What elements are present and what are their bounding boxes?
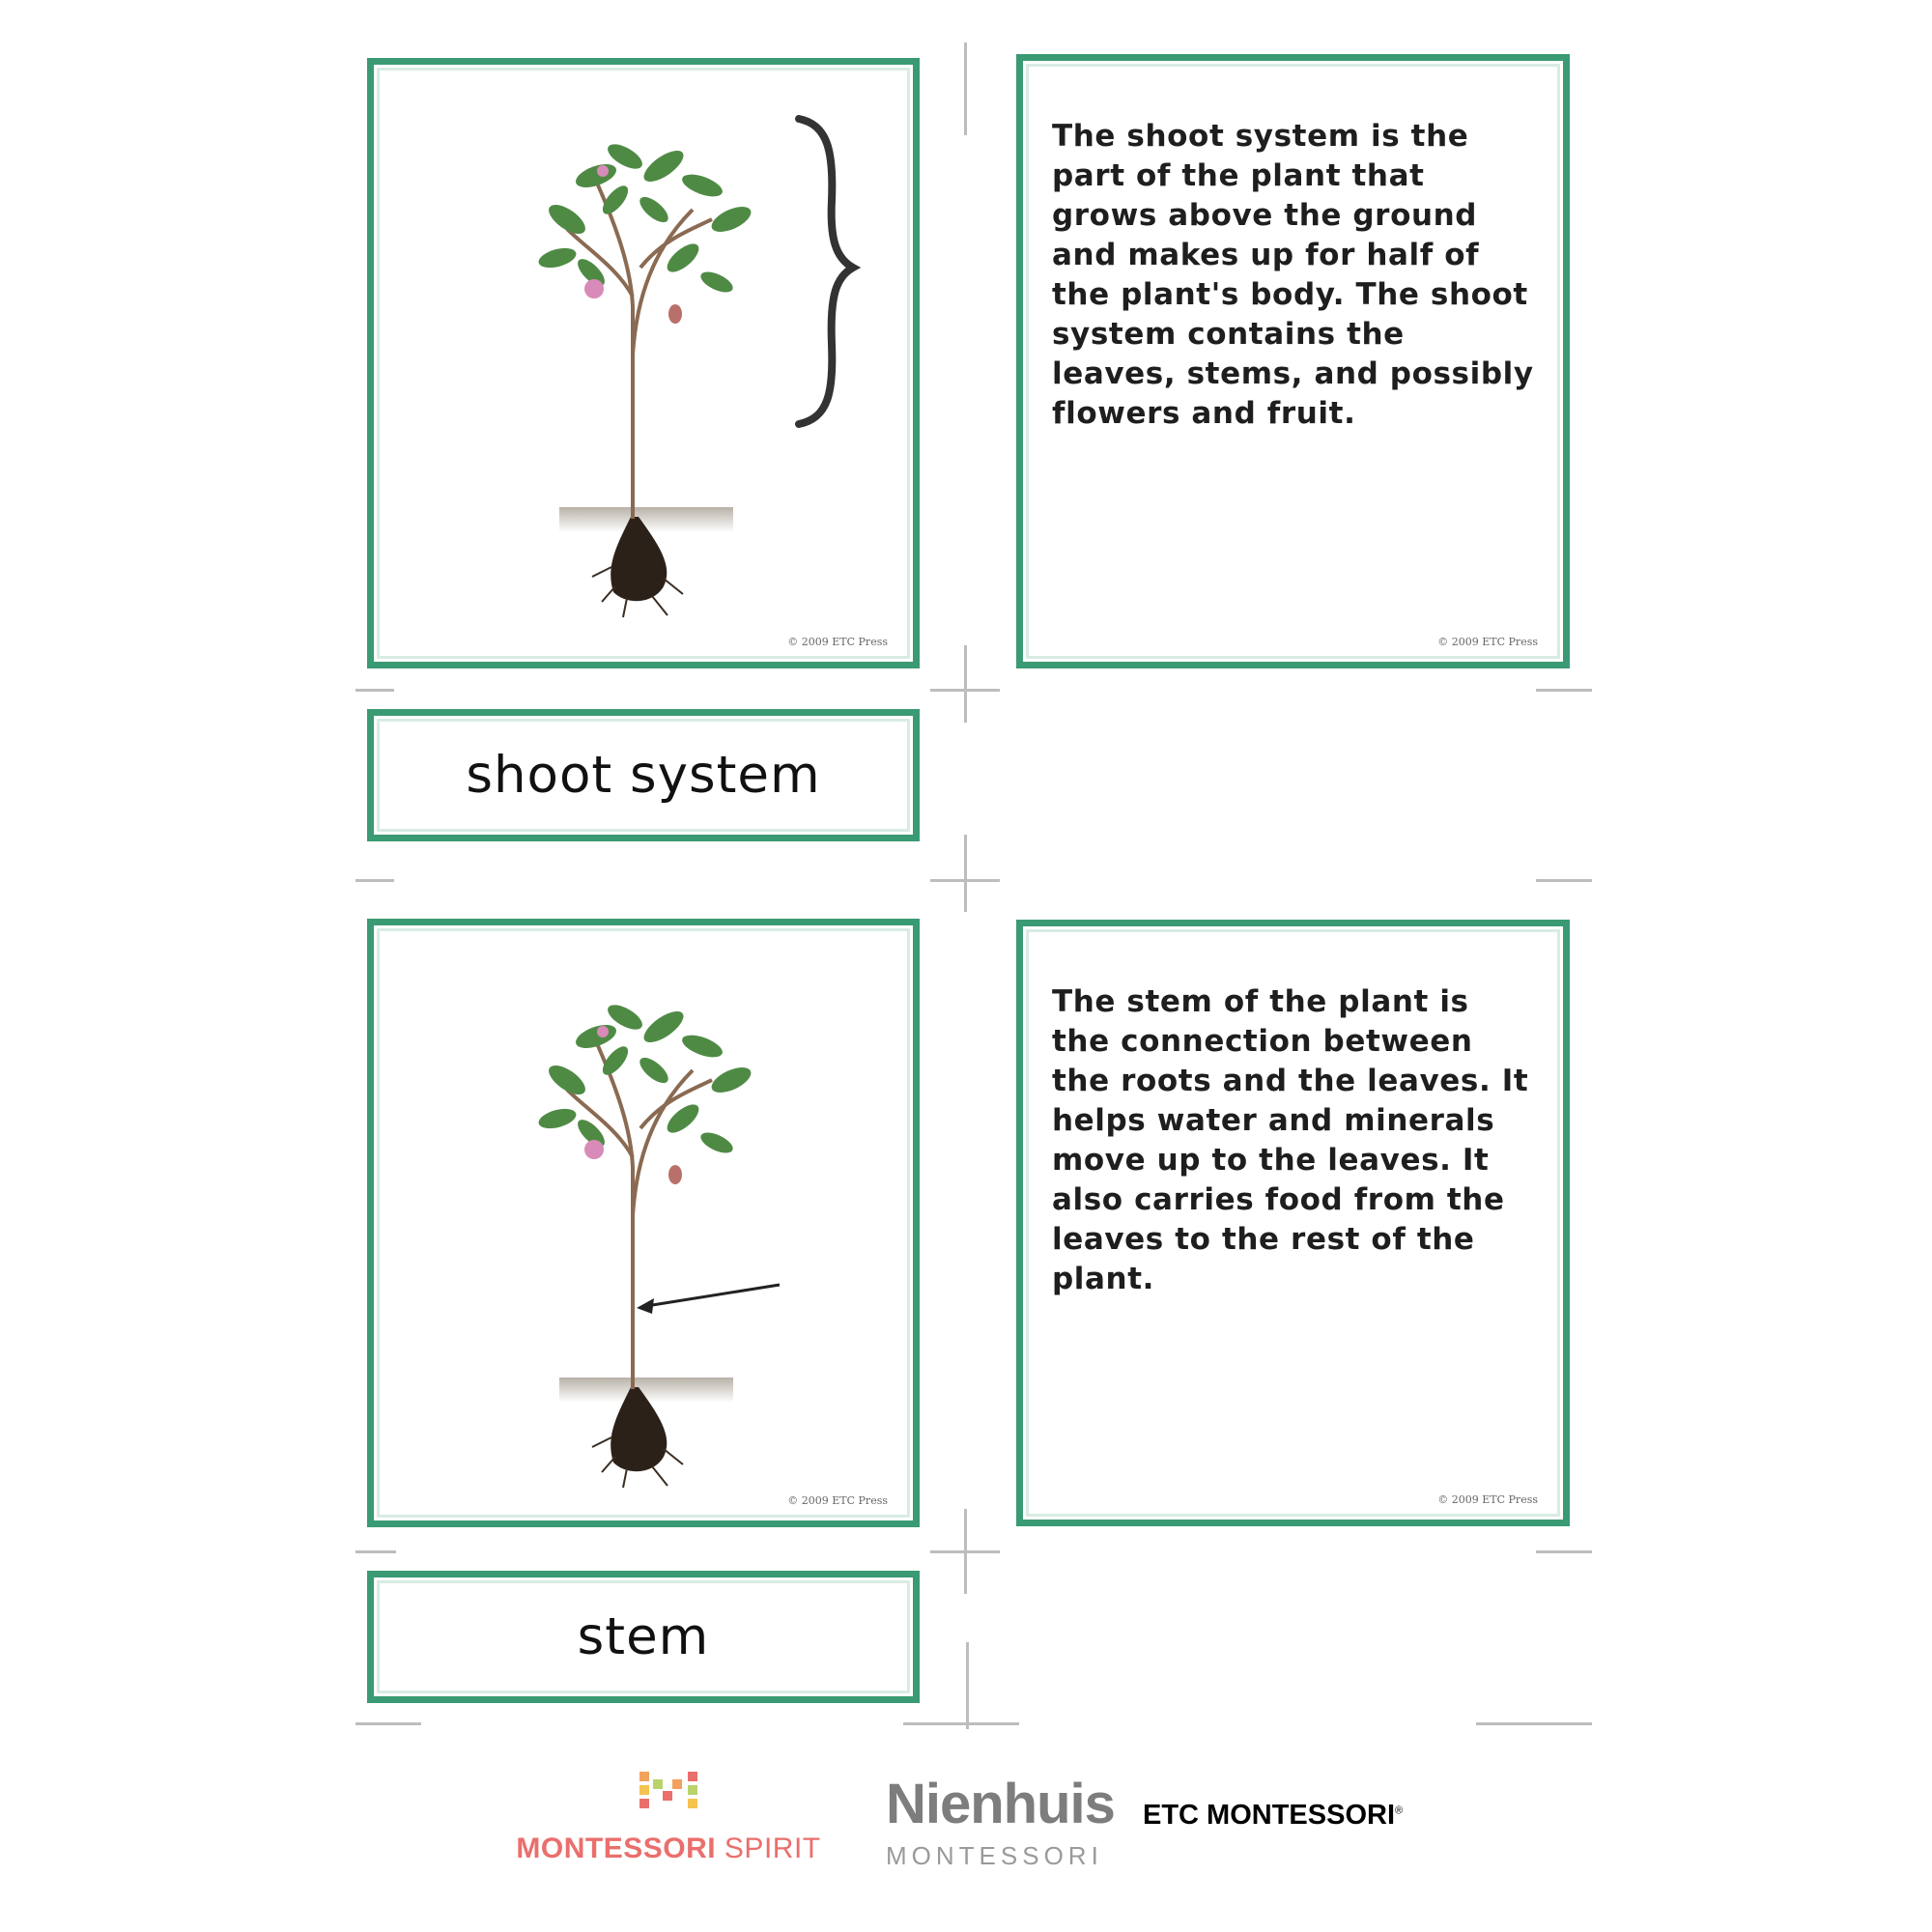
cut-mark — [964, 835, 967, 912]
copyright: © 2009 ETC Press — [787, 1494, 888, 1507]
description-card-stem — [1016, 920, 1570, 1526]
flower — [597, 1026, 609, 1037]
cut-mark — [1536, 689, 1592, 692]
nienhuis-subtitle: MONTESSORI — [886, 1841, 1103, 1870]
etc-wordmark: ETC MONTESSORI — [1143, 1800, 1396, 1831]
plant-illustration — [374, 65, 913, 662]
montessori-spirit-logo — [504, 1772, 833, 1868]
montessori-spirit-wordmark — [504, 1833, 833, 1865]
copyright: © 2009 ETC Press — [1437, 636, 1538, 648]
label-text: stem — [577, 1607, 710, 1666]
label-card-shoot-system — [367, 709, 920, 841]
wordmark-light: SPIRIT — [724, 1833, 821, 1864]
montessori-spirit-mark-icon — [639, 1772, 699, 1812]
copyright: © 2009 ETC Press — [787, 636, 888, 648]
label-card-stem — [367, 1571, 920, 1703]
fruit — [668, 1165, 682, 1184]
flower — [584, 279, 604, 298]
leaves — [536, 139, 754, 297]
nienhuis-wordmark: Nienhuis — [886, 1773, 1115, 1835]
cut-mark — [355, 1550, 396, 1553]
registered-mark: ® — [1395, 1804, 1404, 1817]
arrow-icon — [637, 1285, 780, 1314]
copyright: © 2009 ETC Press — [1437, 1493, 1538, 1506]
cut-mark — [355, 879, 394, 882]
definition-text: The shoot system is the part of the plant that grows above the ground and makes up for half of the plant's body. The shoot system contains the leaves, stems, and possibly flowers and fruit. — [1052, 119, 1534, 431]
cut-mark — [355, 689, 394, 692]
stem — [567, 1041, 712, 1389]
cut-mark — [964, 645, 967, 723]
picture-card-shoot-system — [367, 58, 920, 668]
description-card-shoot-system — [1016, 54, 1570, 668]
cut-mark — [930, 879, 1000, 882]
cut-mark — [1536, 1550, 1592, 1553]
leaves — [536, 1000, 754, 1157]
cut-mark — [903, 1722, 1019, 1725]
picture-card-stem — [367, 919, 920, 1527]
cut-mark — [930, 1550, 1000, 1553]
cut-mark — [1536, 879, 1592, 882]
nienhuis-logo — [886, 1773, 1115, 1876]
fruit — [668, 304, 682, 324]
definition-text: The stem of the plant is the connection between the roots and the leaves. It helps water and minerals move up to the leaves. It also carries food from the leaves to the rest of the plant. — [1052, 984, 1529, 1296]
wordmark-bold: MONTESSORI — [516, 1833, 717, 1864]
cut-mark — [930, 689, 1000, 692]
label-text: shoot system — [466, 746, 821, 805]
plant-illustration — [374, 925, 913, 1520]
cut-mark — [964, 43, 967, 135]
cut-mark — [355, 1722, 421, 1725]
etc-montessori-logo — [1143, 1800, 1403, 1832]
flower — [584, 1140, 604, 1159]
cut-mark — [966, 1642, 969, 1729]
brace-icon — [799, 119, 853, 424]
flower — [597, 165, 609, 177]
cut-mark — [1476, 1722, 1592, 1725]
stem — [567, 181, 712, 519]
